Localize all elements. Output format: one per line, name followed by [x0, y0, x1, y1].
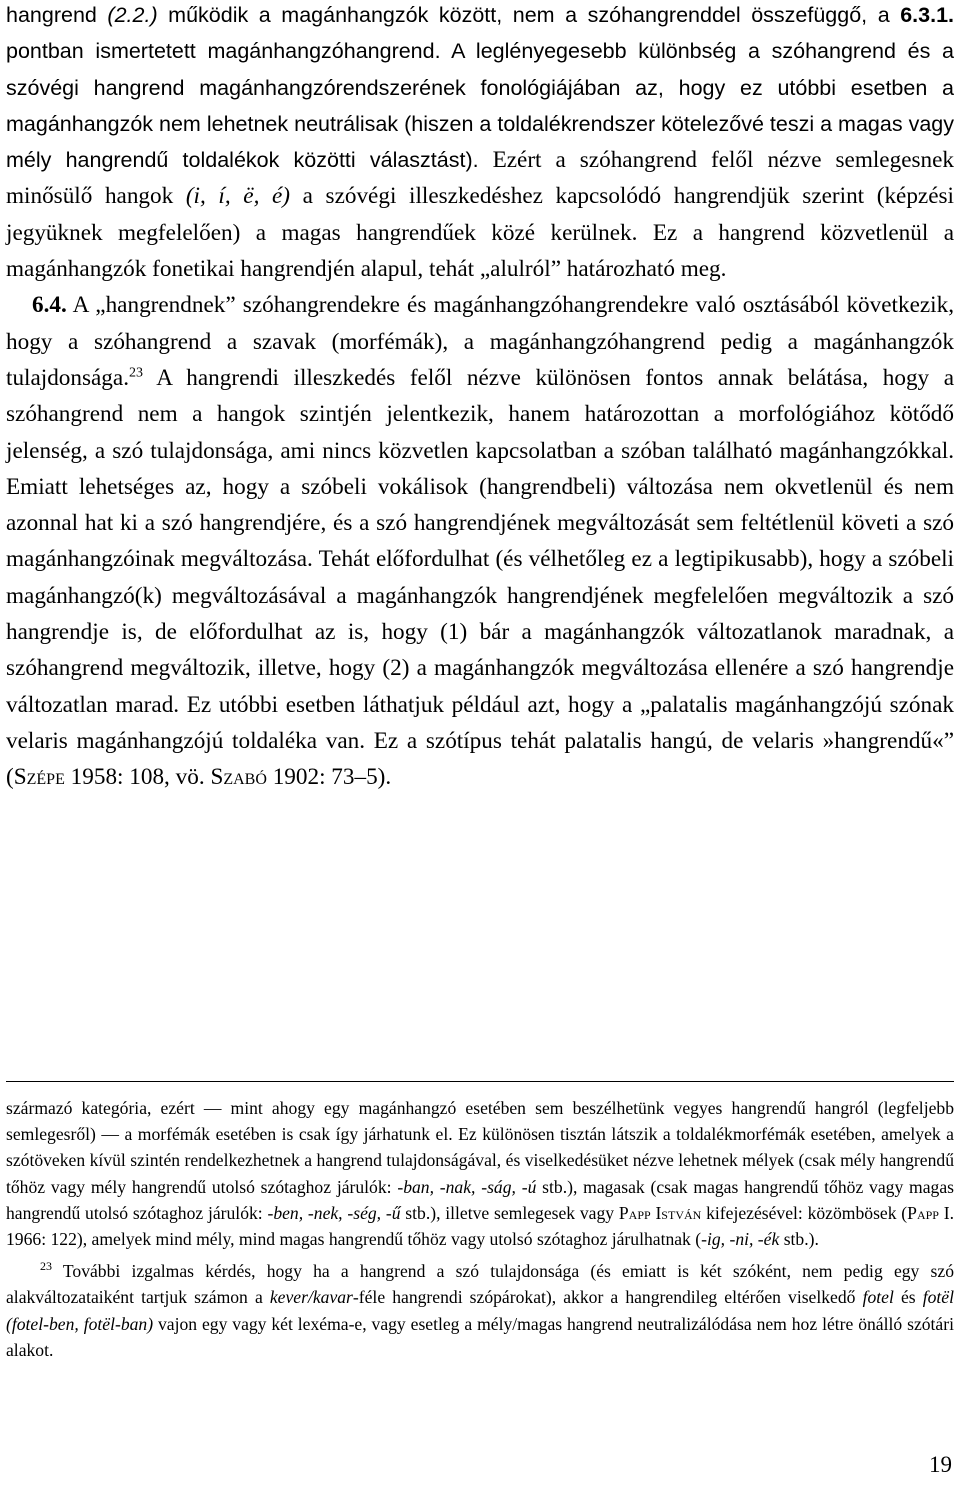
footnote-ref[interactable]: 23 — [129, 365, 143, 381]
text-run: stb.). — [779, 1229, 819, 1250]
text-run: Ezért a szóhangrend felől nézve semlegesnek minősülő hangok — [6, 147, 954, 210]
text-run: származó kategória, ezért — mint ahogy egy magánhangzó esetében sem beszélhetünk vegyes hangrendű hangról (legfeljebb semlegesről) — a morfémák esetében is csak így járhatunk el. Ez különösen tisztán látszik a toldalékmorfémák esetében, amelyek a szótöveken kívül szintén rendelkezhetnek a hangrend tulajdonságával, és viselkedésüket nézve lehetnek mélyek (csak mély hangrendű tőhöz vagy mély hangrendű utolsó szótaghoz járulók: — [6, 1098, 954, 1197]
footnote-23 — [6, 1258, 954, 1363]
suffix-examples: -ban, -nak, -ság, -ú — [397, 1176, 537, 1197]
footnote-separator — [6, 1081, 954, 1082]
page-number: 19 — [929, 1452, 952, 1477]
text-run: stb.), illetve semlegesek vagy — [400, 1202, 619, 1223]
author-name: Papp István — [618, 1202, 702, 1223]
text-run: stb.), magasak (csak magas hangrendű tőhöz vagy magas hangrendű utolsó szótaghoz járulók: — [6, 1176, 954, 1223]
text-run: I. 1966: 122), amelyek mind mély, mind magas hangrendű tőhöz vagy utolsó szótaghoz járulhatnak ( — [6, 1202, 955, 1250]
section-number: 6.4. — [32, 292, 67, 319]
text-run: A „hangrendnek” szóhangrendekre és magánhangzóhangrendekre való osztásából következik, hogy a szóhangrend a szavak (morfémák), a magánhangzóhangrend pedig a magánhangzók tulajdonsága. — [6, 292, 954, 391]
text-run: -féle hangrendi szópárokat), akkor a hangrendileg eltérően viselkedő — [352, 1287, 863, 1308]
text-run: működik a magánhangzók között, nem a szóhangrenddel összefüggő, a — [168, 3, 901, 27]
footnote-number: 23 — [40, 1259, 52, 1274]
section-ref: 6.3.1. — [900, 3, 954, 27]
footnote-continuation — [6, 1095, 954, 1252]
text-run: hangrend — [6, 3, 97, 27]
section-ref: (2.2.) — [96, 3, 169, 27]
suffix-examples: -ig, -ni, -ék — [701, 1229, 780, 1250]
text-run: 1902: 73–5). — [266, 764, 392, 791]
text-run: További izgalmas kérdés, hogy ha a hangrend a szó tulajdonsága (és emiatt is két szóként, nem pedig egy szó alakváltozataiként tartjuk számon a — [6, 1261, 954, 1308]
text-run: pontban ismertetett magánhangzóhangrend. — [6, 39, 441, 64]
text-run: A leglényegesebb különbség a szóhangrend és a szóvégi hangrend magánhangzórendszerének fonológiájában az, hogy ez utóbbi esetben a magánhangzók nem lehetnek neutrálisak (hiszen a toldalékrendszer kötelezővé teszi a magas vagy mély hangrendű toldalékok közötti választást). — [6, 39, 954, 173]
paragraph-1 — [6, 0, 954, 287]
suffix-examples: -ben, -nek, -ség, -ű — [267, 1202, 401, 1223]
author-name: Papp — [907, 1202, 939, 1223]
word-example: fotël (fotel-ben, fotël-ban) — [6, 1287, 954, 1334]
word-example: fotel — [862, 1287, 894, 1308]
text-run: a szóvégi illeszkedéshez kapcsolódó hangrendjük szerint (képzési jegyüknek megfelelően) a magas hangrendűek közé kerülnek. Ez a hangrend közvetlenül a magánhangzók fonetikai hangrendjén alapul, tehát „alulról” határozható meg. — [6, 183, 954, 283]
footnotes — [6, 1095, 954, 1363]
text-run: kifejezésével: közömbösek ( — [701, 1202, 908, 1223]
text-run: vajon egy vagy két lexéma-e, vagy esetleg a mély/magas hangrend neutralizálódása nem hoz létre önálló szótári alakot. — [6, 1313, 954, 1360]
text-run: A hangrendi illeszkedés felől nézve különösen fontos annak belátása, hogy a szóhangrend nem a hangok szintjén jelentkezik, hanem határozottan a morfológiához kötődő jelenség, a szó tulajdonsága, ami nincs közvetlen kapcsolatban a szóban található magánhangzókkal. Emiatt lehetséges az, hogy a szóbeli vokálisok (hangrendbeli) változása nem okvetlenül és nem azonnal hat ki a szó hangrendjére, és a szó hangrendjének megváltozását sem feltétlenül követi a szó magánhangzóinak megváltozása. Tehát előfordulhat (és vélhetőleg ez a legtipikusabb), hogy a szóbeli magánhangzó(k) megváltozásával a magánhangzók hangrendjének megfelelően megváltozik a szó hangrendje is, de előfordulhat az is, hogy (1) bár a magánhangzók változatlanok maradnak, a szóhangrend megváltozik, illetve, hogy (2) a magánhangzók megváltozása ellenére a szó hangrendje változatlan marad. Ez utóbbi esetben láthatjuk például azt, hogy a „palatalis magánhangzójú szónak velaris magánhangzójú toldaléka van. Ez a szótípus tehát palatalis hangú, de velaris »hangrendű«” ( — [6, 364, 954, 791]
paragraph-2 — [6, 287, 954, 795]
author-name: Szépe — [13, 764, 65, 791]
main-text — [6, 0, 954, 796]
text-run: 1958: 108, vö. — [64, 764, 211, 791]
text-run: és — [893, 1287, 923, 1308]
word-example: kever/kavar — [269, 1287, 353, 1308]
vowel-list: (i, í, ë, é) — [185, 183, 291, 210]
author-name: Szabó — [210, 764, 267, 791]
